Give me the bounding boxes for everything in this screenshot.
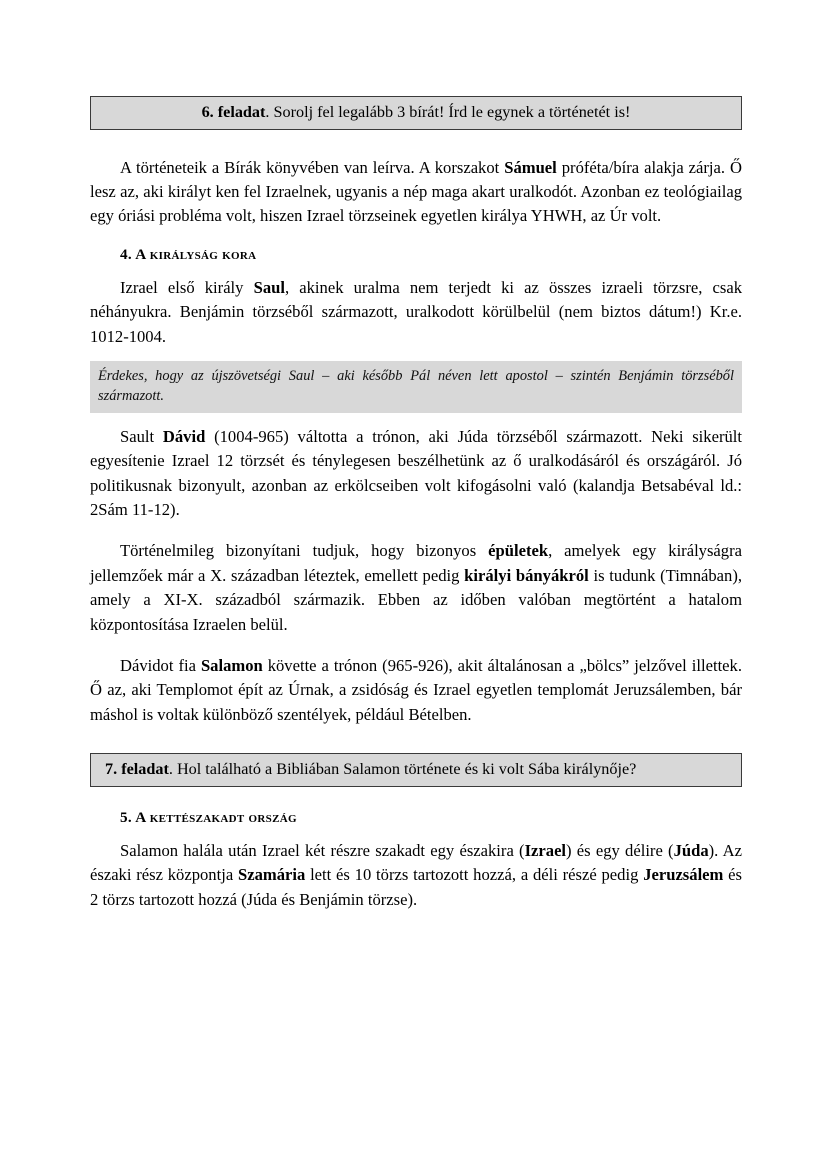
spacer bbox=[90, 413, 742, 425]
paragraph-birak-part1: A történeteik a Bírák könyvében van leírva. A korszakot bbox=[120, 157, 505, 177]
paragraph-salamon-bold-salamon: Salamon bbox=[200, 656, 263, 675]
paragraph-saul-part2: , akinek uralma nem terjedt ki az összes izraeli törzsre, csak néhányukra. Benjámin törzséből származott, uralkodott körülbelül (nem biztos dátum!) Kr.e. 1012-1004. bbox=[90, 277, 743, 346]
task-6-text: . Sorolj fel legalább 3 bírát! Írd le egynek a történetét is! bbox=[265, 103, 631, 121]
paragraph-epuletek-bold-banyakrol: királyi bányákról bbox=[464, 565, 589, 585]
paragraph-epuletek-part2: , amelyek egy királyságra jellemzőek már a X. században léteztek, emellett pedig bbox=[90, 541, 742, 585]
paragraph-salamon-part1: Dávidot fia bbox=[120, 656, 201, 675]
paragraph-saul-bold-saul: Saul bbox=[253, 277, 285, 297]
spacer bbox=[90, 349, 742, 361]
paragraph-salamon bbox=[90, 654, 742, 727]
paragraph-birak bbox=[90, 156, 742, 229]
paragraph-kettészakadt-bold-jeruzsalem: Jeruzsálem bbox=[643, 865, 724, 885]
spacer bbox=[90, 264, 742, 276]
paragraph-david-bold-david: Dávid bbox=[162, 426, 206, 446]
spacer bbox=[90, 130, 742, 156]
task-box-6 bbox=[90, 96, 742, 130]
paragraph-epuletek-part3: is tudunk (Timnában), amely a XI-X. századból származik. Ebben az időben valóban megtörtént a hatalom központosítása Izraelen belül. bbox=[90, 565, 743, 634]
paragraph-david-part2: (1004-965) váltotta a trónon, aki Júda törzséből származott. Neki sikerült egyesítenie Izrael 12 törzsét és ténylegesen beszélhetünk az ő uralkodásáról és országáról. Jó politikusnak bizonyult, azonban az erkölcseiben volt kifogásolni való (kalandja Betsabéval ld.: 2Sám 11-12). bbox=[90, 426, 742, 520]
paragraph-saul bbox=[90, 276, 742, 349]
task-7-label: 7. feladat bbox=[105, 760, 169, 779]
spacer bbox=[90, 522, 742, 539]
paragraph-salamon-part2: követte a trónon (965-926), akit általánosan a „bölcs” jelzővel illettek. Ő az, aki Templomot épít az Úrnak, a zsidóság és Izrael egyetlen templomát Jeruzsálemben, bár máshol is voltak különböző szentélyek, például Bételben. bbox=[90, 656, 742, 724]
paragraph-kettészakadt-part4: lett és 10 törzs tartozott hozzá, a déli részé pedig bbox=[305, 865, 644, 885]
paragraph-kettészakadt-part5: és 2 törzs tartozott hozzá (Júda és Benjámin törzse). bbox=[90, 865, 742, 909]
paragraph-david bbox=[90, 425, 742, 523]
paragraph-kettészakadt-bold-izrael: Izrael bbox=[524, 840, 567, 860]
paragraph-david-part1: Sault bbox=[120, 426, 163, 446]
paragraph-kettészakadt-bold-juda: Júda bbox=[673, 840, 709, 860]
paragraph-kettészakadt-part3: ). Az északi rész központja bbox=[90, 840, 742, 885]
paragraph-kettészakadt-part1: Salamon halála után Izrael két részre szakadt egy északira ( bbox=[120, 840, 525, 860]
paragraph-birak-bold-samuel: Sámuel bbox=[504, 157, 557, 177]
paragraph-kettészakadt-bold-szamaria: Szamária bbox=[237, 865, 306, 885]
paragraph-epuletek-part1: Történelmileg bizonyítani tudjuk, hogy bizonyos bbox=[120, 541, 489, 561]
paragraph-saul-part1: Izrael első király bbox=[120, 277, 254, 297]
paragraph-epuletek-bold-epuletek: épületek bbox=[488, 541, 549, 561]
note-box-saul-text: Érdekes, hogy az újszövetségi Saul – aki később Pál néven lett apostol – szintén Benjámin törzséből származott. bbox=[98, 367, 734, 405]
spacer bbox=[90, 727, 742, 753]
task-7-text: . Hol található a Bibliában Salamon története és ki volt Sába királynője? bbox=[168, 760, 637, 779]
section-heading-5: 5. A kettészakadt ország bbox=[120, 808, 297, 826]
paragraph-kettészakadt-part2: ) és egy délire ( bbox=[566, 840, 674, 860]
paragraph-epuletek bbox=[90, 539, 742, 637]
document-content bbox=[90, 96, 742, 912]
task-6-label: 6. feladat bbox=[201, 103, 266, 121]
paragraph-birak-part2: próféta/bíra alakja zárja. Ő lesz az, aki királyt ken fel Izraelnek, ugyanis a nép maga akart uralkodót. Azonban ez teológiailag egy óriási probléma volt, hiszen Izrael törzseinek egyetlen királya YHWH, az Úr volt. bbox=[90, 157, 742, 226]
spacer bbox=[90, 827, 742, 839]
spacer bbox=[90, 229, 742, 246]
task-box-7 bbox=[90, 753, 742, 787]
spacer bbox=[90, 637, 742, 654]
paragraph-kettészakadt bbox=[90, 839, 742, 912]
section-heading-4: 4. A királyság kora bbox=[120, 245, 257, 263]
note-box-saul bbox=[90, 361, 742, 413]
spacer bbox=[90, 787, 742, 809]
